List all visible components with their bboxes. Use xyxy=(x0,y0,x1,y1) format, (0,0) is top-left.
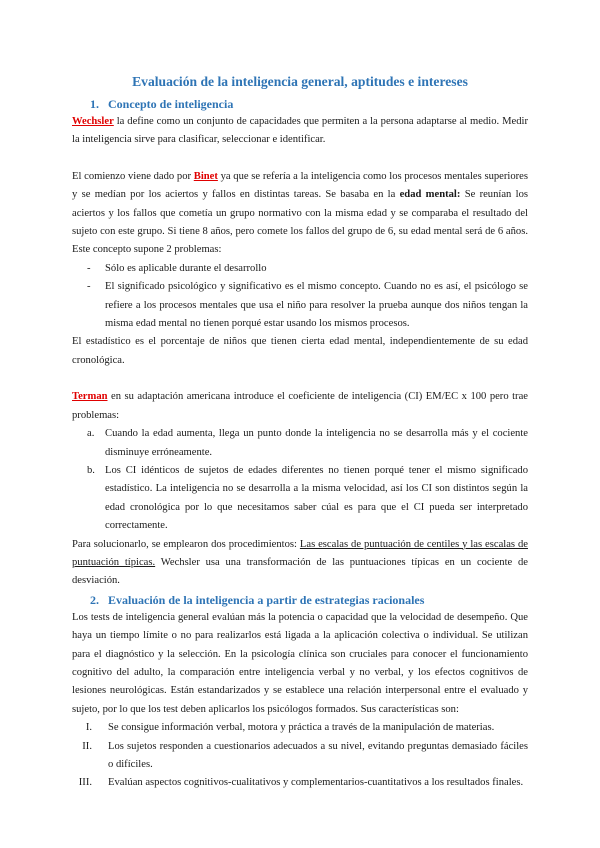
section-2-number: 2. xyxy=(90,592,99,607)
list-item: II. Los sujetos responden a cuestionarios adecuados a su nivel, evitando preguntas demasiado fáciles o difíciles. xyxy=(72,738,528,775)
list-marker: I. xyxy=(85,722,92,734)
spacer xyxy=(72,370,528,388)
solution-paragraph: Para solucionarlo, se emplearon dos procedimientos: Las escalas de puntuación de centiles y las escalas de puntuación típicas. Wechsler usa una transformación de las puntuaciones típicas en un cociente de desviación. xyxy=(72,538,528,587)
list-item: - Sólo es aplicable durante el desarrollo xyxy=(72,260,528,278)
scales-underlined: Las escalas de puntuación de centiles y las escalas de puntuación típicas. xyxy=(72,538,528,568)
list-marker: b. xyxy=(87,464,95,476)
list-item: a. Cuando la edad aumenta, llega un punto donde la inteligencia no se desarrolla más y el cociente disminuye erróneamente. xyxy=(72,425,528,462)
binet-paragraph: El comienzo viene dado por Binet ya que se refería a la inteligencia como los procesos mentales superiores y se medían por los aciertos y fallos en distintas tareas. Se basaba en la edad mental: Se reunían los aciertos y los fallos que cometía un grupo normativo con la misma edad y se comparaba el resultado del sujeto con este grupo. Si tiene 8 años, pero comete los fallos del grupo de 6, su edad mental será de 6 años. Este concepto supone 2 problemas: xyxy=(72,170,528,256)
list-marker: a. xyxy=(87,428,95,440)
section-2-title: Evaluación de la inteligencia a partir de estrategias racionales xyxy=(108,592,425,607)
list-marker: II. xyxy=(82,740,92,752)
section-2-heading xyxy=(72,591,528,609)
list-item: III. Evalúan aspectos cognitivos-cualitativos y complementarios-cuantitativos a los resultados finales. xyxy=(72,774,528,792)
section-1-title: Concepto de inteligencia xyxy=(108,97,234,111)
list-item: b. Los CI idénticos de sujetos de edades diferentes no tienen porqué tener el mismo significado estadístico. La inteligencia no se desarrolla a la misma velocidad, así los CI son distintos según la edad cronológica por lo que necesitamos saber cúal es para que el CI pueda ser interpretado correctamente. xyxy=(72,462,528,536)
list-marker: - xyxy=(87,262,91,274)
section-1-heading xyxy=(72,95,528,113)
problems-list xyxy=(72,260,528,334)
author-wechsler: Wechsler xyxy=(72,116,114,127)
wechsler-paragraph: Wechsler la define como un conjunto de capacidades que permiten a la persona adaptarse al medio. Medir la inteligencia sirve para clasificar, seleccionar e identificar. xyxy=(72,116,528,146)
document-title: Evaluación de la inteligencia general, aptitudes e intereses xyxy=(132,74,468,89)
terman-problems-list xyxy=(72,425,528,535)
list-marker: III. xyxy=(78,777,92,789)
features-list xyxy=(72,719,528,793)
edad-mental-term: edad mental: xyxy=(399,189,461,201)
author-terman: Terman xyxy=(72,391,108,403)
list-item: I. Se consigue información verbal, motora y práctica a través de la manipulación de materias. xyxy=(72,719,528,737)
list-marker: - xyxy=(87,281,91,293)
statistic-paragraph: El estadístico es el porcentaje de niños que tienen cierta edad mental, independientemente de su edad cronológica. xyxy=(72,336,528,366)
list-item: - El significado psicológico y significativo es el mismo concepto. Cuando no es así, el psicólogo se refiere a los procesos mentales que usa el niño para resolver la prueba aunque dos niños tengan la misma edad mental no tienen porqué estar usando los mismos procesos. xyxy=(72,278,528,333)
tests-paragraph: Los tests de inteligencia general evalúan más la potencia o capacidad que la velocidad de desempeño. Que haya un tiempo límite o no para realizarlos está ligada a la aplicación colectiva o individual. Se utilizan para el diagnóstico y la selección. En la psicología clínica son cruciales para conocer el funcionamiento cognitivo del adulto, la comparación entre inteligencia verbal y no verbal, y los efectos cognitivos de lesiones neurológicas. Están estandarizados y se establece una relación interpersonal entre el evaluado y sujeto, por lo que los test deben aplicarlos los psicólogos formados. Sus características son: xyxy=(72,611,528,715)
terman-paragraph: Terman en su adaptación americana introduce el coeficiente de inteligencia (CI) EM/EC x 100 pero trae problemas: xyxy=(72,391,528,421)
author-binet: Binet xyxy=(193,170,218,182)
spacer xyxy=(72,150,528,168)
section-1-number: 1. xyxy=(90,97,99,111)
